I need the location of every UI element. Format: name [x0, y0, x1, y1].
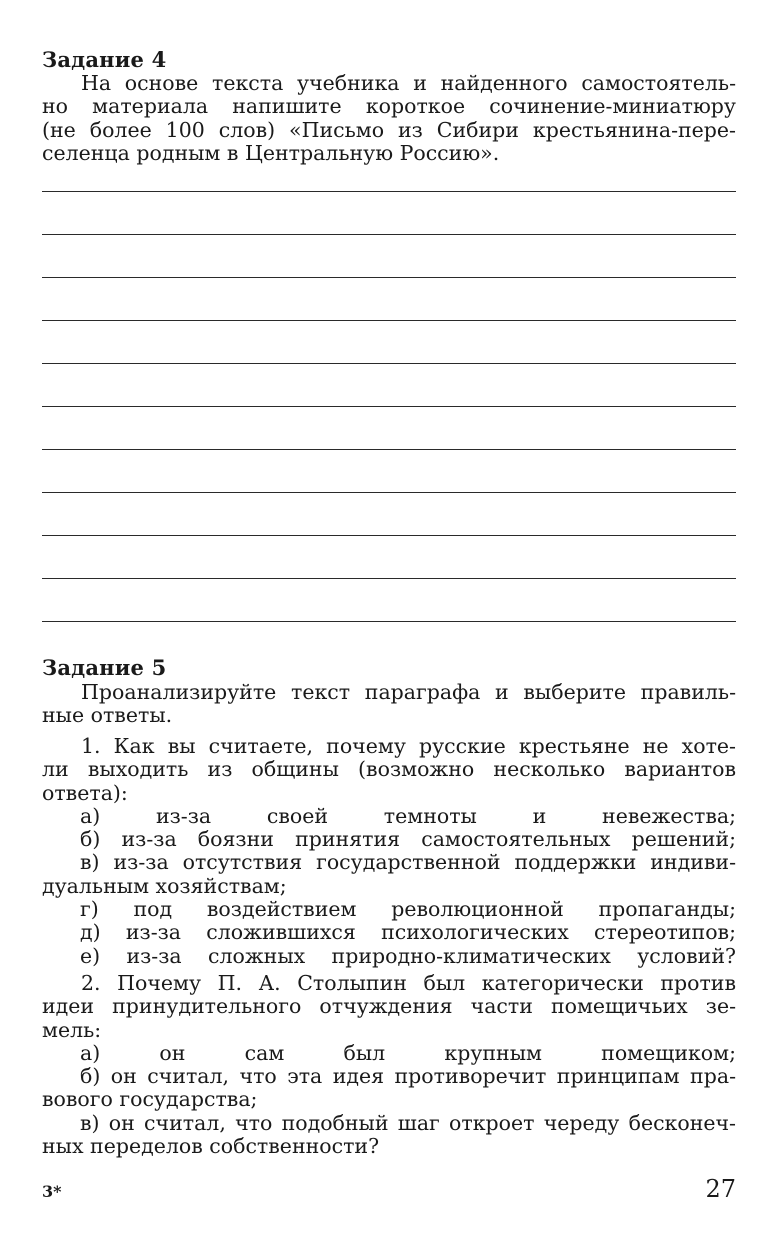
- answer-line[interactable]: [42, 492, 736, 493]
- task-4-line: селенца родным в Центральную Россию».: [42, 140, 500, 165]
- q1-option-e[interactable]: е) из-за сложных природно-климатических условий?: [80, 943, 736, 968]
- task-5-intro-line: Проанализируйте текст параграфа и выберите правиль-: [81, 680, 736, 704]
- q2-option-b-cont: вового государства;: [42, 1087, 258, 1112]
- q1-option-v-cont: дуальным хозяйствам;: [42, 873, 287, 898]
- task-5-title: Задание 5: [42, 655, 167, 680]
- page-number: 27: [705, 1175, 736, 1203]
- answer-line[interactable]: [42, 320, 736, 321]
- task-4-title: Задание 4: [42, 47, 167, 72]
- question-1-line: ли выходить из общины (возможно несколько вариантов: [42, 757, 736, 782]
- task-4-line: (не более 100 слов) «Письмо из Сибири крестьянина-пере-: [42, 117, 736, 142]
- question-2: [42, 972, 736, 1158]
- answer-line[interactable]: [42, 535, 736, 536]
- task-5-intro: [42, 681, 736, 728]
- task-4-line: но материала напишите короткое сочинение-миниатюру: [42, 94, 736, 119]
- answer-line[interactable]: [42, 406, 736, 407]
- q1-option-a[interactable]: а) из-за своей темноты и невежества;: [80, 803, 736, 828]
- question-2-line: идеи принудительного отчуждения части помещичьих зе-: [42, 994, 736, 1019]
- q1-option-d[interactable]: д) из-за сложившихся психологических стереотипов;: [80, 920, 736, 945]
- question-2-line: мель:: [42, 1017, 102, 1042]
- q2-option-v[interactable]: в) он считал, что подобный шаг откроет череду бесконеч-: [80, 1110, 736, 1135]
- answer-line[interactable]: [42, 191, 736, 192]
- answer-line[interactable]: [42, 234, 736, 235]
- q2-option-a[interactable]: а) он сам был крупным помещиком;: [80, 1040, 736, 1065]
- answer-line[interactable]: [42, 449, 736, 450]
- q1-option-v[interactable]: в) из-за отсутствия государственной поддержки индиви-: [80, 850, 736, 875]
- answer-line[interactable]: [42, 277, 736, 278]
- task-4-line: На основе текста учебника и найденного самостоятель-: [81, 71, 736, 95]
- answer-line[interactable]: [42, 363, 736, 364]
- sheet-signature: 3*: [42, 1182, 62, 1201]
- q1-option-b[interactable]: б) из-за боязни принятия самостоятельных решений;: [80, 827, 736, 852]
- task-4-text: [42, 72, 736, 165]
- question-1-line: ответа):: [42, 780, 128, 805]
- answer-line[interactable]: [42, 621, 736, 622]
- q2-option-b[interactable]: б) он считал, что эта идея противоречит принципам пра-: [80, 1064, 736, 1089]
- question-1-line: 1. Как вы считаете, почему русские крестьяне не хоте-: [81, 734, 736, 758]
- q1-option-g[interactable]: г) под воздействием революционной пропаганды;: [80, 897, 736, 922]
- q2-option-v-cont: ных переделов собственности?: [42, 1134, 380, 1159]
- answer-line[interactable]: [42, 578, 736, 579]
- question-1: [42, 735, 736, 968]
- question-2-line: 2. Почему П. А. Столыпин был категорически против: [81, 971, 736, 995]
- task-5-intro-line: ные ответы.: [42, 703, 173, 728]
